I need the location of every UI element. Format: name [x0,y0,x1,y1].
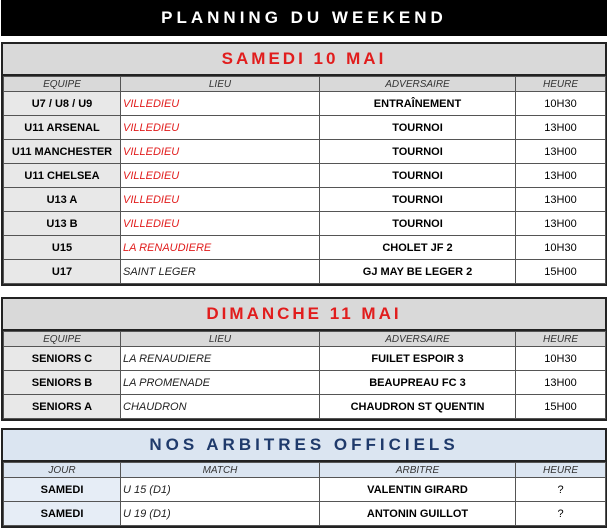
table-header-row [4,463,606,478]
team-cell: U17 [4,260,121,284]
time-cell: 13H00 [516,212,606,236]
col-match: MATCH [121,463,320,478]
table-row [4,92,606,116]
table-row [4,371,606,395]
table-row [4,116,606,140]
saturday-section [1,42,607,286]
match-cell: U 19 (D1) [121,502,320,526]
time-cell: 10H30 [516,347,606,371]
opponent-cell: TOURNOI [320,164,516,188]
opponent-cell: CHAUDRON ST QUENTIN [320,395,516,419]
place-cell: VILLEDIEU [121,212,320,236]
col-lieu: LIEU [121,332,320,347]
place-cell: VILLEDIEU [121,164,320,188]
opponent-cell: GJ MAY BE LEGER 2 [320,260,516,284]
team-cell: SENIORS C [4,347,121,371]
place-cell: LA PROMENADE [121,371,320,395]
time-cell: 15H00 [516,260,606,284]
referee-cell: ANTONIN GUILLOT [320,502,516,526]
team-cell: SENIORS A [4,395,121,419]
referees-table [3,462,606,526]
referee-cell: VALENTIN GIRARD [320,478,516,502]
sunday-section [1,297,607,421]
table-row [4,140,606,164]
team-cell: U7 / U8 / U9 [4,92,121,116]
place-cell: VILLEDIEU [121,140,320,164]
col-heure: HEURE [516,463,606,478]
col-lieu: LIEU [121,77,320,92]
table-row [4,212,606,236]
table-row [4,347,606,371]
opponent-cell: CHOLET JF 2 [320,236,516,260]
day-cell: SAMEDI [4,478,121,502]
col-heure: HEURE [516,77,606,92]
team-cell: U11 CHELSEA [4,164,121,188]
referees-heading: NOS ARBITRES OFFICIELS [3,430,605,462]
time-cell: 15H00 [516,395,606,419]
place-cell: VILLEDIEU [121,116,320,140]
col-equipe: EQUIPE [4,77,121,92]
table-header-row [4,332,606,347]
table-row [4,164,606,188]
time-cell: 13H00 [516,140,606,164]
place-cell: VILLEDIEU [121,92,320,116]
time-cell: 10H30 [516,92,606,116]
col-adversaire: ADVERSAIRE [320,332,516,347]
place-cell: LA RENAUDIERE [121,347,320,371]
opponent-cell: TOURNOI [320,188,516,212]
table-row [4,502,606,526]
place-cell: CHAUDRON [121,395,320,419]
saturday-heading: SAMEDI 10 MAI [3,44,605,76]
referees-section [1,428,607,528]
opponent-cell: ENTRAÎNEMENT [320,92,516,116]
col-heure: HEURE [516,332,606,347]
opponent-cell: TOURNOI [320,140,516,164]
place-cell: VILLEDIEU [121,188,320,212]
col-equipe: EQUIPE [4,332,121,347]
table-header-row [4,77,606,92]
time-cell: ? [516,478,606,502]
team-cell: U13 B [4,212,121,236]
table-row [4,395,606,419]
team-cell: U11 MANCHESTER [4,140,121,164]
opponent-cell: FUILET ESPOIR 3 [320,347,516,371]
table-row [4,236,606,260]
opponent-cell: BEAUPREAU FC 3 [320,371,516,395]
match-cell: U 15 (D1) [121,478,320,502]
team-cell: SENIORS B [4,371,121,395]
time-cell: 13H00 [516,371,606,395]
time-cell: 10H30 [516,236,606,260]
time-cell: 13H00 [516,188,606,212]
place-cell: LA RENAUDIERE [121,236,320,260]
time-cell: 13H00 [516,116,606,140]
page-title: PLANNING DU WEEKEND [1,0,607,36]
opponent-cell: TOURNOI [320,116,516,140]
time-cell: 13H00 [516,164,606,188]
sunday-table [3,331,606,419]
table-row [4,188,606,212]
col-jour: JOUR [4,463,121,478]
col-adversaire: ADVERSAIRE [320,77,516,92]
table-row [4,478,606,502]
place-cell: SAINT LEGER [121,260,320,284]
sunday-heading: DIMANCHE 11 MAI [3,299,605,331]
team-cell: U13 A [4,188,121,212]
saturday-table [3,76,606,284]
day-cell: SAMEDI [4,502,121,526]
team-cell: U11 ARSENAL [4,116,121,140]
table-row [4,260,606,284]
col-arbitre: ARBITRE [320,463,516,478]
team-cell: U15 [4,236,121,260]
time-cell: ? [516,502,606,526]
opponent-cell: TOURNOI [320,212,516,236]
